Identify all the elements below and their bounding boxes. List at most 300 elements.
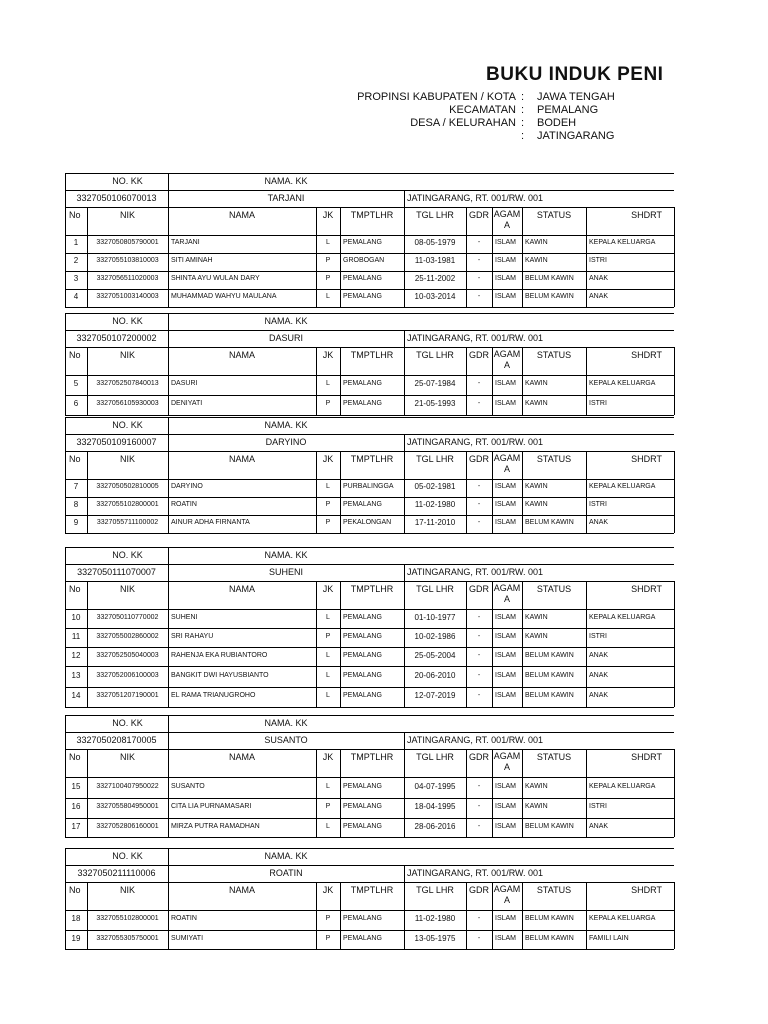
cell-agama: ISLAM [495,803,517,810]
grid-line [522,798,523,818]
column-header-status: STATUS [536,752,572,762]
grid-line [492,749,493,777]
grid-line [522,253,523,271]
grid-line [674,581,675,609]
cell-no: 5 [73,379,79,388]
grid-line [65,415,674,416]
no-kk-label: NO. KK [112,420,143,430]
grid-line [492,479,493,497]
grid-line [316,207,317,235]
cell-status: BELUM KAWIN [525,935,574,942]
grid-line [316,777,317,798]
cell-nama: CITA LIA PURNAMASARI [171,803,252,810]
grid-line [168,687,169,707]
grid-line [87,497,88,515]
grid-line [316,375,317,395]
grid-line [404,207,405,235]
grid-line [168,395,169,415]
grid-line [586,777,587,798]
cell-nama: DARYINO [171,483,203,490]
cell-jk: L [326,692,330,699]
cell-agama: ISLAM [495,257,517,264]
grid-line [87,289,88,307]
cell-agama: ISLAM [495,633,517,640]
grid-line [340,479,341,497]
column-header-gdr: GDR [469,350,489,360]
grid-line [466,289,467,307]
column-header-tmptlhr: TMPTLHR [350,350,394,360]
grid-line [340,253,341,271]
grid-line [466,798,467,818]
grid-line [404,910,405,930]
cell-shdrt: ISTRI [589,633,607,640]
cell-jk: P [325,915,331,922]
column-header-tmptlhr: TMPTLHR [350,885,394,895]
header-label-propinsi: PROPINSI KABUPATEN / KOTA [357,91,516,103]
grid-line [586,253,587,271]
header-value-dusun: JATINGARANG [537,130,615,142]
cell-nik: 3327055804950001 [96,803,159,810]
grid-line [586,882,587,910]
grid-line [168,930,169,949]
cell-gdr: - [477,672,481,679]
grid-line [340,818,341,837]
grid-line [404,395,405,415]
grid-line [168,289,169,307]
cell-status: KAWIN [525,614,548,621]
cell-nama: MUHAMMAD WAHYU MAULANA [171,293,277,300]
grid-line [586,289,587,307]
cell-tmptlhr: GROBOGAN [343,257,385,264]
column-header-nik: NIK [119,454,135,464]
column-header-tmptlhr: TMPTLHR [350,752,394,762]
column-header-tmptlhr: TMPTLHR [350,454,394,464]
column-header-gdr: GDR [469,752,489,762]
grid-line [492,395,493,415]
cell-shdrt: ISTRI [589,803,607,810]
cell-no: 1 [73,238,79,247]
grid-line [466,930,467,949]
grid-line [340,666,341,687]
column-header-nik: NIK [119,885,135,895]
family-address: JATINGARANG, RT. 001/RW. 001 [407,193,544,203]
cell-status: BELUM KAWIN [525,275,574,282]
family-address: JATINGARANG, RT. 001/RW. 001 [407,567,544,577]
grid-line [87,930,88,949]
cell-no: 18 [71,914,81,923]
grid-line [316,749,317,777]
cell-shdrt: ISTRI [589,257,607,264]
grid-line [674,271,675,289]
header-label-desa: DESA / KELURAHAN [410,117,516,129]
cell-no: 9 [73,518,79,527]
cell-agama: ISLAM [495,275,517,282]
cell-agama: ISLAM [495,823,517,830]
cell-no: 12 [71,651,81,660]
grid-line [674,666,675,687]
grid-line [404,190,405,208]
grid-line [674,375,675,395]
header-colon: : [521,130,525,142]
cell-tmptlhr: PEMALANG [343,915,382,922]
grid-line [586,749,587,777]
grid-line [466,910,467,930]
grid-line [466,882,467,910]
column-header-gdr: GDR [469,210,489,220]
grid-line [466,818,467,837]
column-header-jk: JK [322,350,334,360]
table-left-border [65,547,66,708]
cell-tgl-lhr: 04-07-1995 [414,782,456,791]
cell-shdrt: ANAK [589,293,609,300]
grid-line [404,930,405,949]
cell-no: 3 [73,274,79,283]
grid-line [492,289,493,307]
grid-line [466,647,467,666]
grid-line [316,479,317,497]
grid-line [404,687,405,707]
cell-nik: 3327055002860002 [96,633,159,640]
cell-nik: 3327052507840013 [96,380,159,387]
grid-line [87,479,88,497]
cell-shdrt: ISTRI [589,400,607,407]
grid-line [87,347,88,375]
grid-line [316,271,317,289]
cell-status: KAWIN [525,239,548,246]
grid-line [404,777,405,798]
grid-line [87,395,88,415]
grid-line [404,497,405,515]
cell-gdr: - [477,501,481,508]
cell-jk: L [326,293,330,300]
column-header-tgl-lhr: TGL LHR [416,584,454,594]
column-header-no: No [69,752,81,762]
family-address: JATINGARANG, RT. 001/RW. 001 [407,333,544,343]
grid-line [522,818,523,837]
cell-tmptlhr: PEMALANG [343,823,382,830]
cell-shdrt: KEPALA KELUARGA [589,483,656,490]
cell-nama: SRI RAHAYU [171,633,214,640]
grid-line [87,271,88,289]
column-header-tmptlhr: TMPTLHR [350,584,394,594]
grid-line [316,882,317,910]
grid-line [466,515,467,533]
grid-line [340,798,341,818]
cell-jk: L [326,614,330,621]
column-header-tgl-lhr: TGL LHR [416,350,454,360]
cell-agama: ISLAM [495,672,517,679]
cell-gdr: - [477,257,481,264]
grid-line [168,581,169,609]
cell-jk: L [326,783,330,790]
column-header-shdrt: SHDRT [631,584,662,594]
cell-no: 4 [73,292,79,301]
grid-line [492,375,493,395]
cell-gdr: - [477,803,481,810]
cell-status: KAWIN [525,483,548,490]
cell-agama: ISLAM [495,293,517,300]
grid-line [466,235,467,253]
grid-line [404,818,405,837]
cell-nama: DASURI [171,380,198,387]
grid-line [522,271,523,289]
column-header-nama: NAMA [228,752,255,762]
grid-line [168,207,169,235]
cell-jk: P [325,275,331,282]
grid-line [340,497,341,515]
cell-shdrt: ANAK [589,823,609,830]
cell-agama: ISLAM [495,614,517,621]
cell-tmptlhr: PEMALANG [343,275,382,282]
grid-line [340,882,341,910]
cell-status: BELUM KAWIN [525,652,574,659]
cell-status: BELUM KAWIN [525,823,574,830]
grid-line [404,434,405,452]
grid-line [522,609,523,628]
cell-gdr: - [477,275,481,282]
grid-line [316,687,317,707]
family-head-name: DARYINO [265,437,307,447]
cell-shdrt: ANAK [589,692,609,699]
grid-line [586,479,587,497]
column-header-nik: NIK [119,350,135,360]
grid-line [586,375,587,395]
cell-tgl-lhr: 28-06-2016 [414,822,456,831]
grid-line [404,749,405,777]
grid-line [586,235,587,253]
cell-no: 2 [73,256,79,265]
grid-line [340,347,341,375]
grid-line [168,910,169,930]
grid-line [316,798,317,818]
grid-line [586,347,587,375]
cell-nik: 3327051003140003 [96,293,159,300]
grid-line [87,581,88,609]
header-value-kecamatan: PEMALANG [537,104,599,116]
grid-line [674,609,675,628]
grid-line [586,395,587,415]
grid-line [168,666,169,687]
column-header-tgl-lhr: TGL LHR [416,752,454,762]
nama-kk-label: NAMA. KK [264,718,308,728]
cell-nama: MIRZA PUTRA RAMADHAN [171,823,260,830]
grid-line [492,798,493,818]
cell-tgl-lhr: 10-02-1986 [414,632,456,641]
cell-nik: 3327056511020003 [96,275,159,282]
grid-line [87,798,88,818]
column-header-shdrt: SHDRT [631,210,662,220]
grid-line [492,930,493,949]
cell-nama: ROATIN [171,915,197,922]
table-left-border [65,313,66,416]
cell-nama: SHINTA AYU WULAN DARY [171,275,260,282]
column-header-tgl-lhr: TGL LHR [416,454,454,464]
grid-line [586,910,587,930]
column-header-shdrt: SHDRT [631,752,662,762]
grid-line [404,479,405,497]
grid-line [65,533,674,534]
cell-gdr: - [477,483,481,490]
grid-line [522,777,523,798]
family-address: JATINGARANG, RT. 001/RW. 001 [407,868,544,878]
cell-gdr: - [477,823,481,830]
column-header-jk: JK [322,584,334,594]
grid-line [316,666,317,687]
grid-line [674,647,675,666]
cell-tgl-lhr: 20-06-2010 [414,671,456,680]
cell-jk: L [326,823,330,830]
grid-line [522,687,523,707]
grid-line [87,687,88,707]
grid-line [466,395,467,415]
grid-line [87,882,88,910]
cell-agama: ISLAM [495,483,517,490]
grid-line [492,515,493,533]
grid-line [87,628,88,647]
cell-status: BELUM KAWIN [525,519,574,526]
grid-line [522,289,523,307]
cell-no: 14 [71,691,81,700]
grid-line [586,798,587,818]
cell-shdrt: KEPALA KELUARGA [589,614,656,621]
grid-line [586,647,587,666]
column-header-nama: NAMA [228,350,255,360]
column-header-agama: AGAM A [493,209,521,230]
column-header-tgl-lhr: TGL LHR [416,210,454,220]
grid-line [522,666,523,687]
grid-line [404,330,405,348]
grid-line [168,628,169,647]
grid-line [674,289,675,307]
grid-line [340,910,341,930]
cell-nik: 3327050805790001 [96,239,159,246]
grid-line [87,666,88,687]
cell-tmptlhr: PEMALANG [343,380,382,387]
column-header-nik: NIK [119,584,135,594]
cell-status: KAWIN [525,257,548,264]
cell-shdrt: ANAK [589,519,609,526]
grid-line [674,882,675,910]
cell-nama: SUSANTO [171,783,205,790]
grid-line [674,628,675,647]
grid-line [674,930,675,949]
cell-gdr: - [477,380,481,387]
cell-tmptlhr: PEMALANG [343,803,382,810]
grid-line [87,609,88,628]
grid-line [340,581,341,609]
grid-line [87,515,88,533]
family-card-number: 3327050208170005 [76,735,157,745]
cell-tmptlhr: PEMALANG [343,400,382,407]
grid-line [404,347,405,375]
column-header-shdrt: SHDRT [631,350,662,360]
grid-line [674,798,675,818]
grid-line [466,687,467,707]
document-title: BUKU INDUK PENI [486,64,664,85]
grid-line [340,647,341,666]
column-header-agama: AGAM A [493,453,521,474]
cell-tmptlhr: PEMALANG [343,239,382,246]
grid-line [168,375,169,395]
grid-line [466,479,467,497]
grid-line [522,581,523,609]
grid-line [492,271,493,289]
cell-jk: L [326,652,330,659]
grid-line [340,609,341,628]
cell-agama: ISLAM [495,783,517,790]
cell-tgl-lhr: 05-02-1981 [414,482,456,491]
grid-line [522,347,523,375]
grid-line [522,451,523,479]
grid-line [674,910,675,930]
grid-line [586,930,587,949]
grid-line [65,307,674,308]
no-kk-label: NO. KK [112,718,143,728]
cell-shdrt: ANAK [589,672,609,679]
grid-line [674,749,675,777]
column-header-shdrt: SHDRT [631,454,662,464]
column-header-agama: AGAM A [493,884,521,905]
cell-nik: 3327055103810003 [96,257,159,264]
grid-line [404,647,405,666]
column-header-nama: NAMA [228,454,255,464]
column-header-status: STATUS [536,584,572,594]
grid-line [65,707,674,708]
cell-status: KAWIN [525,803,548,810]
cell-tgl-lhr: 25-07-1984 [414,379,456,388]
grid-line [522,628,523,647]
grid-line [340,207,341,235]
cell-jk: P [325,633,331,640]
cell-status: KAWIN [525,501,548,508]
grid-line [466,451,467,479]
column-header-status: STATUS [536,350,572,360]
cell-no: 16 [71,802,81,811]
cell-no: 19 [71,934,81,943]
cell-no: 7 [73,482,79,491]
cell-nik: 3327052505040003 [96,652,159,659]
column-header-gdr: GDR [469,454,489,464]
cell-tgl-lhr: 18-04-1995 [414,802,456,811]
grid-line [404,628,405,647]
grid-line [404,581,405,609]
cell-nama: RAHENJA EKA RUBIANTORO [171,652,268,659]
cell-agama: ISLAM [495,519,517,526]
column-header-no: No [69,454,81,464]
cell-status: KAWIN [525,783,548,790]
cell-jk: P [325,519,331,526]
column-header-nama: NAMA [228,885,255,895]
grid-line [65,837,674,838]
family-address: JATINGARANG, RT. 001/RW. 001 [407,735,544,745]
grid-line [168,777,169,798]
cell-jk: P [325,400,331,407]
cell-tmptlhr: PEMALANG [343,692,382,699]
header-colon: : [521,104,525,116]
grid-line [404,271,405,289]
cell-shdrt: FAMILI LAIN [589,935,629,942]
grid-line [168,479,169,497]
cell-tgl-lhr: 12-07-2019 [414,691,456,700]
column-header-shdrt: SHDRT [631,885,662,895]
header-label-kecamatan: KECAMATAN [449,104,516,116]
cell-jk: P [325,935,331,942]
column-header-nama: NAMA [228,584,255,594]
grid-line [87,818,88,837]
grid-line [87,647,88,666]
column-header-gdr: GDR [469,885,489,895]
grid-line [87,375,88,395]
